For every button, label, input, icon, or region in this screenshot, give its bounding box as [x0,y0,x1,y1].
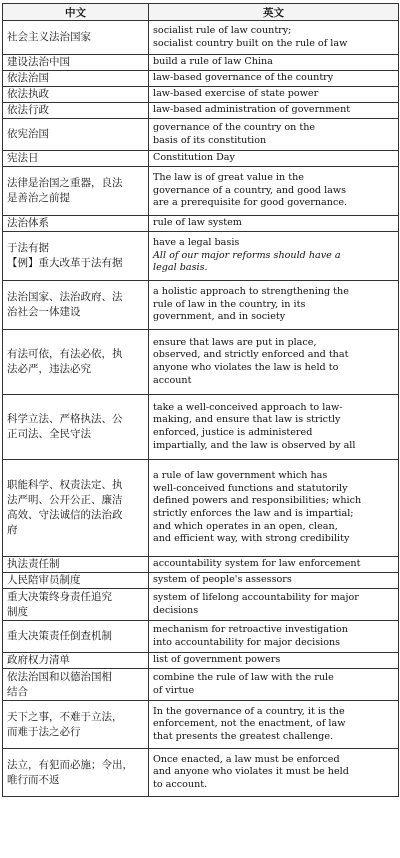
english-translation-line: governance of a country, and good laws [153,184,347,196]
chinese-term-line: 科学立法、严格执法、公 [7,413,123,425]
chinese-term [3,653,149,669]
table-row [3,557,399,573]
english-translation [149,669,399,701]
chinese-term-line: 重大决策终身责任追究 [7,590,112,603]
english-translation-line: defined powers and responsibilities; which [153,495,362,507]
english-translation-line: accountability system for law enforcement [153,558,361,570]
chinese-term [3,71,149,87]
header-english: 英文 [149,4,399,21]
chinese-term [3,701,149,749]
english-translation-line: system of people's assessors [153,574,292,586]
english-translation [149,749,399,797]
chinese-term [3,232,149,281]
english-translation-line: mechanism for retroactive investigation [153,623,348,635]
chinese-term [3,119,149,151]
english-translation [149,55,399,71]
english-translation-line: rule of law system [153,217,242,229]
table-body [3,21,399,797]
chinese-term [3,589,149,621]
chinese-term-line: 于法有据 [7,242,49,254]
english-translation [149,119,399,151]
english-translation-line: All of our major reforms should have a [153,249,341,261]
table-row [3,167,399,216]
table-row [3,669,399,701]
english-translation-line: to account. [153,778,208,790]
english-translation [149,103,399,119]
english-translation-line: government, and in society [153,311,286,323]
chinese-term-line: 是善治之前提 [7,192,70,204]
english-translation-line: a holistic approach to strengthening the [153,286,349,298]
chinese-term [3,167,149,216]
english-translation-line: rule of law in the country, in its [153,298,306,310]
english-translation-line: socialist country built on the rule of law [153,37,348,49]
table-row [3,103,399,119]
english-translation-line: strictly enforces the law and is impartial; [153,508,354,519]
table-row [3,621,399,653]
english-translation [149,87,399,103]
english-translation-line: observed, and strictly enforced and that [153,349,349,361]
chinese-term-line: 有法可依，有法必依，执 [7,348,123,360]
chinese-term [3,573,149,589]
table-row [3,573,399,589]
english-translation-line: decisions [153,604,199,616]
table-row [3,21,399,55]
english-translation [149,151,399,167]
english-translation-line: basis of its constitution [153,134,267,146]
english-translation-line: impartially, and the law is observed by all [153,439,356,451]
header-chinese: 中文 [3,4,149,21]
chinese-term-line: 依法行政 [7,104,49,116]
english-translation-line: into accountability for major decisions [153,636,341,648]
english-translation-line: and which operates in an open, clean, [153,520,338,532]
english-translation-line: have a legal basis [153,237,240,249]
english-translation [149,71,399,87]
chinese-term-line: 法律是治国之重器，良法 [7,177,123,189]
chinese-term [3,460,149,557]
chinese-term-line: 高效、守法诚信的法治政 [7,509,123,521]
table-row [3,330,399,395]
english-translation-line: build a rule of law China [153,56,273,68]
english-translation [149,330,399,395]
chinese-term [3,103,149,119]
table-row [3,216,399,232]
chinese-term-line: 宪法日 [7,152,39,164]
table-row [3,653,399,669]
table-row [3,55,399,71]
table-row [3,119,399,151]
chinese-term-line: 正司法、全民守法 [7,428,91,440]
english-translation-line: enforced, justice is administered [153,427,313,438]
english-translation-line: that presents the greatest challenge. [153,730,334,742]
chinese-term-line: 【例】重大改革于法有据 [7,257,123,269]
english-translation-line: The law is of great value in the [153,172,304,184]
english-translation-line: combine the rule of law with the rule [153,671,334,683]
english-translation-line: law-based governance of the country [153,72,334,84]
english-translation [149,232,399,281]
english-translation [149,167,399,216]
english-translation-line: list of government powers [153,654,281,666]
chinese-term [3,330,149,395]
table-header-row [3,4,399,21]
english-translation-line: Once enacted, a law must be enforced [153,753,340,765]
chinese-term-line: 政府权力清单 [7,654,70,666]
chinese-term-line: 法严明、公开公正、廉洁 [7,494,123,506]
english-translation-line: well-conceived functions and statutorily [153,482,348,494]
english-translation-line: and anyone who violates it must be held [153,766,349,778]
english-translation [149,701,399,749]
chinese-term-line: 人民陪审员制度 [7,574,81,586]
chinese-term-line: 职能科学、权责法定、执 [7,479,123,491]
table-row [3,589,399,621]
glossary-table [2,3,399,797]
chinese-term [3,216,149,232]
english-translation [149,460,399,557]
english-translation [149,589,399,621]
chinese-term [3,87,149,103]
table-row [3,701,399,749]
english-translation [149,557,399,573]
table-row [3,87,399,103]
chinese-term [3,749,149,797]
chinese-term-line: 而难于法之必行 [7,725,81,738]
chinese-term [3,395,149,460]
chinese-term-line: 结合 [7,685,28,698]
chinese-term-line: 唯行而不返 [7,773,60,786]
english-translation-line: governance of the country on the [153,121,316,133]
english-translation-line: system of lifelong accountability for major [153,591,359,603]
english-translation-line: making, and ensure that law is strictly [153,414,341,426]
chinese-term [3,21,149,55]
english-translation-line: ensure that laws are put in place, [153,336,317,348]
english-translation-line: law-based exercise of state power [153,88,319,100]
english-translation-line: of virtue [153,684,195,696]
english-translation-line: take a well-conceived approach to law- [153,401,343,413]
chinese-term-line: 法治体系 [7,217,49,229]
english-translation-line: and efficient way, with strong credibility [153,533,350,545]
english-translation [149,653,399,669]
english-translation [149,21,399,55]
chinese-term-line: 法治国家、法治政府、法 [7,291,123,303]
english-translation-line: anyone who violates the law is held to [153,362,339,373]
english-translation-line: socialist rule of law country; [153,24,292,36]
chinese-term [3,621,149,653]
english-translation [149,216,399,232]
chinese-term-line: 依宪治国 [7,128,49,140]
chinese-term-line: 法立，有犯而必施；令出， [7,758,133,771]
table-row [3,232,399,281]
english-translation [149,621,399,653]
english-translation-line: enforcement, not the enactment, of law [153,718,346,730]
chinese-term-line: 依法治国和以德治国相 [7,670,112,683]
chinese-term-line: 社会主义法治国家 [7,31,91,43]
english-translation-line: a rule of law government which has [153,470,328,482]
english-translation [149,395,399,460]
english-translation-line: law-based administration of government [153,104,351,116]
chinese-term [3,151,149,167]
chinese-term-line: 治社会一体建设 [7,306,81,318]
chinese-term-line: 执法责任制 [7,558,60,570]
chinese-term-line: 府 [7,524,18,536]
chinese-term-line: 依法执政 [7,88,49,100]
english-translation [149,573,399,589]
table-row [3,281,399,330]
table-row [3,395,399,460]
chinese-term [3,557,149,573]
english-translation-line: account [153,374,192,386]
chinese-term-line: 依法治国 [7,72,49,84]
table-row [3,151,399,167]
english-translation-line: legal basis. [153,262,208,274]
table-row [3,71,399,87]
chinese-term-line: 制度 [7,605,28,618]
english-translation-line: are a prerequisite for good governance. [153,197,348,209]
chinese-term-line: 重大决策责任倒查机制 [7,630,112,642]
english-translation-line: In the governance of a country, it is the [153,705,345,717]
english-translation [149,281,399,330]
chinese-term-line: 法必严，违法必究 [7,363,91,375]
chinese-term [3,55,149,71]
english-translation-line: Constitution Day [153,152,235,164]
chinese-term-line: 建设法治中国 [7,56,70,68]
chinese-term-line: 天下之事，不难于立法， [7,710,123,723]
table-row [3,749,399,797]
chinese-term [3,281,149,330]
table-row [3,460,399,557]
chinese-term [3,669,149,701]
